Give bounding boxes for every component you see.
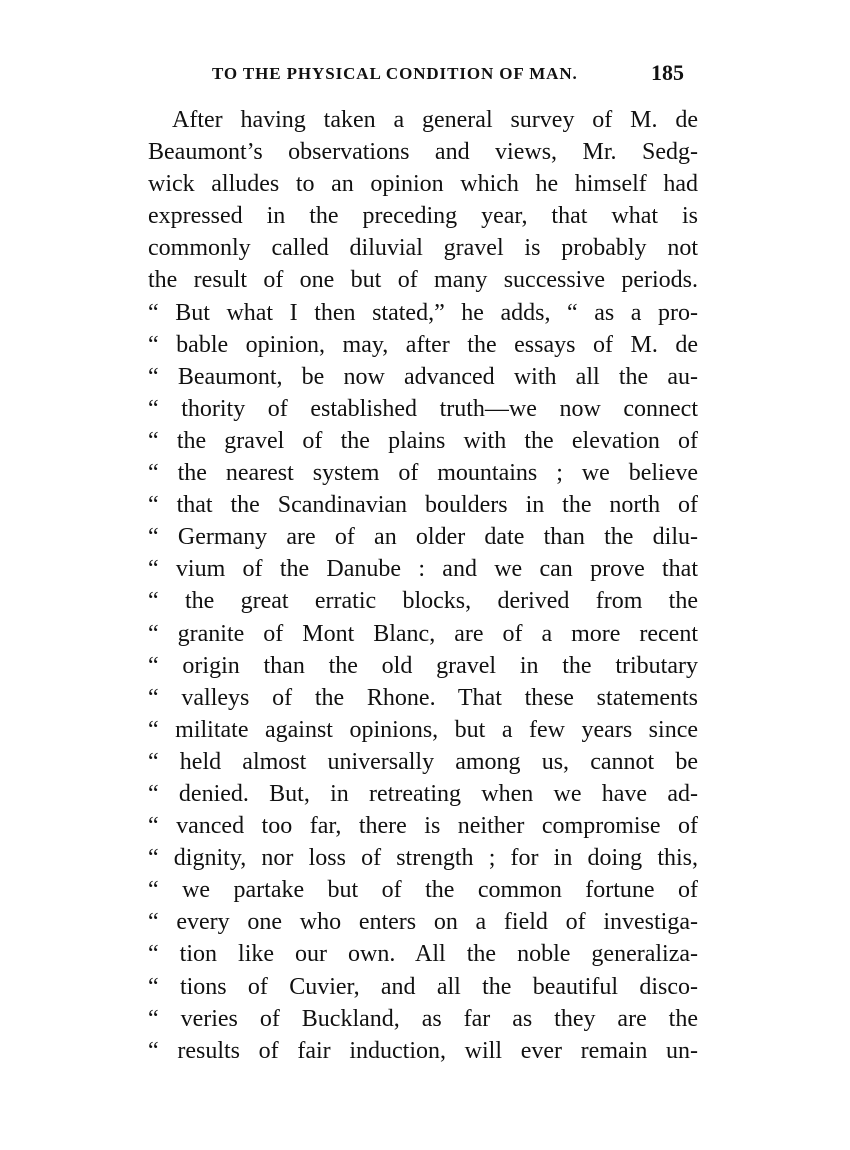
text-line: “ vanced too far, there is neither compromise of <box>148 813 698 840</box>
text-line: wick alludes to an opinion which he himself had <box>148 171 698 198</box>
text-line: “ tion like our own. All the noble generaliza- <box>148 941 698 968</box>
text-line: “ the great erratic blocks, derived from the <box>148 588 698 615</box>
text-line: Beaumont’s observations and views, Mr. Sedg- <box>148 139 698 166</box>
text-line: expressed in the preceding year, that what is <box>148 203 698 230</box>
text-line: “ thority of established truth—we now connect <box>148 395 698 422</box>
text-line: “ the gravel of the plains with the elevation of <box>148 427 698 454</box>
text-line: “ Beaumont, be now advanced with all the au- <box>148 363 698 390</box>
text-line: “ results of fair induction, will ever remain un- <box>148 1037 698 1064</box>
text-line: “ dignity, nor loss of strength ; for in doing this, <box>148 845 698 872</box>
text-line: “ But what I then stated,” he adds, “ as a pro- <box>148 299 698 326</box>
text-line: “ held almost universally among us, cannot be <box>148 748 698 775</box>
body-text <box>148 104 698 1067</box>
text-line: “ valleys of the Rhone. That these statements <box>148 684 698 711</box>
text-line: “ origin than the old gravel in the tributary <box>148 652 698 679</box>
text-line: “ that the Scandinavian boulders in the north of <box>148 492 698 519</box>
text-line: “ granite of Mont Blanc, are of a more recent <box>148 620 698 647</box>
page-header <box>148 60 698 94</box>
text-line: “ veries of Buckland, as far as they are the <box>148 1005 698 1032</box>
text-line: “ vium of the Danube : and we can prove that <box>148 556 698 583</box>
text-line: “ we partake but of the common fortune of <box>148 877 698 904</box>
text-line: “ militate against opinions, but a few years since <box>148 716 698 743</box>
running-head: TO THE PHYSICAL CONDITION OF MAN. <box>212 64 578 83</box>
text-line: “ bable opinion, may, after the essays of M. de <box>148 331 698 358</box>
text-line: commonly called diluvial gravel is probably not <box>148 235 698 262</box>
text-line: “ Germany are of an older date than the dilu- <box>148 524 698 551</box>
text-line: the result of one but of many successive periods. <box>148 267 698 294</box>
page-number: 185 <box>651 60 684 85</box>
text-line: “ denied. But, in retreating when we have ad- <box>148 780 698 807</box>
text-line: “ every one who enters on a field of investiga- <box>148 909 698 936</box>
text-line: “ the nearest system of mountains ; we believe <box>148 460 698 487</box>
text-line: “ tions of Cuvier, and all the beautiful disco- <box>148 973 698 1000</box>
text-line: After having taken a general survey of M. de <box>172 107 698 133</box>
book-page <box>148 60 698 1064</box>
